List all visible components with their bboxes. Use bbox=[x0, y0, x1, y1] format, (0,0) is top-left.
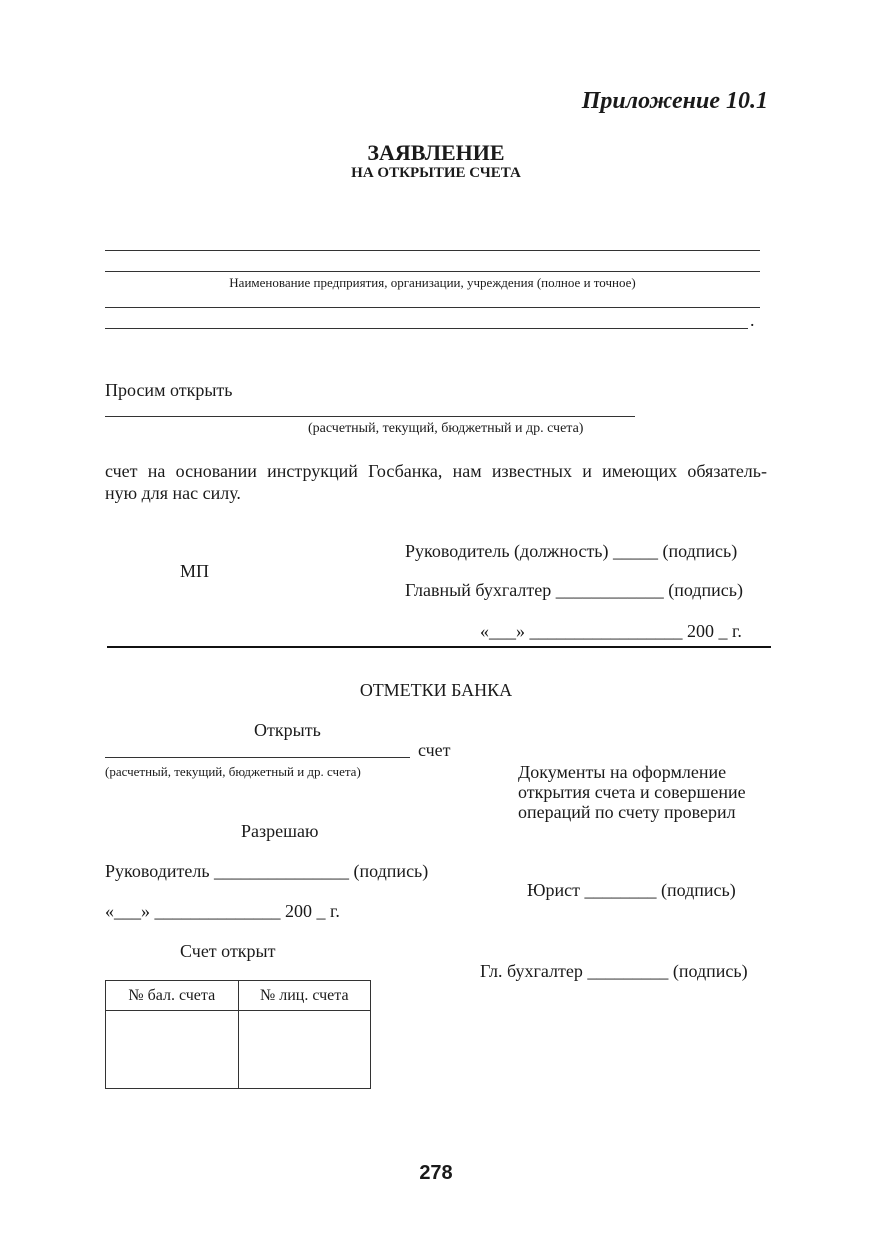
bank-account-types-hint: (расчетный, текущий, бюджетный и др. счета) bbox=[105, 764, 361, 779]
bank-director-signature[interactable]: Руководитель _______________ (подпись) bbox=[105, 861, 429, 881]
docs-checked-line-1: Документы на оформление bbox=[518, 762, 727, 782]
bank-date[interactable]: «___» ______________ 200 _ г. bbox=[105, 901, 340, 921]
basis-text-line-1: счет на основании инструкций Госбанка, нам известных и имеющих обязатель- bbox=[105, 461, 767, 481]
org-name-line-1[interactable] bbox=[105, 250, 760, 251]
chief-accountant-signature[interactable]: Главный бухгалтер ____________ (подпись) bbox=[405, 580, 743, 600]
table-cell-balance-account[interactable] bbox=[106, 1011, 239, 1089]
document-title: ЗАЯВЛЕНИЕ bbox=[367, 140, 505, 165]
director-signature[interactable]: Руководитель (должность) _____ (подпись) bbox=[405, 541, 738, 561]
org-name-end-mark: . bbox=[750, 310, 755, 330]
org-name-line-4[interactable] bbox=[105, 328, 748, 329]
document-subtitle: НА ОТКРЫТИЕ СЧЕТА bbox=[351, 165, 521, 181]
section-divider bbox=[107, 646, 771, 648]
org-name-line-3[interactable] bbox=[105, 307, 760, 308]
lawyer-signature[interactable]: Юрист ________ (подпись) bbox=[527, 880, 736, 900]
table-header-balance-account: № бал. счета bbox=[106, 981, 239, 1011]
bank-chief-accountant-signature[interactable]: Гл. бухгалтер _________ (подпись) bbox=[480, 961, 748, 981]
stamp-mark: МП bbox=[180, 561, 210, 581]
basis-text-line-2: ную для нас силу. bbox=[105, 483, 241, 503]
request-prompt: Просим открыть bbox=[105, 380, 233, 400]
table-header-personal-account: № лиц. счета bbox=[238, 981, 371, 1011]
account-opened-label: Счет открыт bbox=[180, 941, 276, 961]
page-number: 278 bbox=[419, 1162, 453, 1184]
docs-checked-line-2: открытия счета и совершение bbox=[518, 782, 746, 802]
accounts-table bbox=[105, 980, 371, 1089]
org-name-line-2[interactable] bbox=[105, 271, 760, 272]
bank-account-line[interactable] bbox=[105, 757, 410, 758]
bank-account-suffix: счет bbox=[418, 740, 451, 760]
bank-marks-heading: ОТМЕТКИ БАНКА bbox=[359, 680, 513, 700]
account-types-hint: (расчетный, текущий, бюджетный и др. счета) bbox=[308, 421, 584, 436]
bank-approve: Разрешаю bbox=[241, 821, 319, 841]
table-cell-personal-account[interactable] bbox=[238, 1011, 371, 1089]
account-type-line[interactable] bbox=[105, 416, 635, 417]
org-name-caption: Наименование предприятия, организации, учреждения (полное и точное) bbox=[229, 275, 636, 290]
application-date[interactable]: «___» _________________ 200 _ г. bbox=[480, 621, 742, 641]
bank-open-label: Открыть bbox=[254, 720, 321, 740]
appendix-label: Приложение 10.1 bbox=[581, 88, 768, 114]
docs-checked-line-3: операций по счету проверил bbox=[518, 802, 736, 822]
